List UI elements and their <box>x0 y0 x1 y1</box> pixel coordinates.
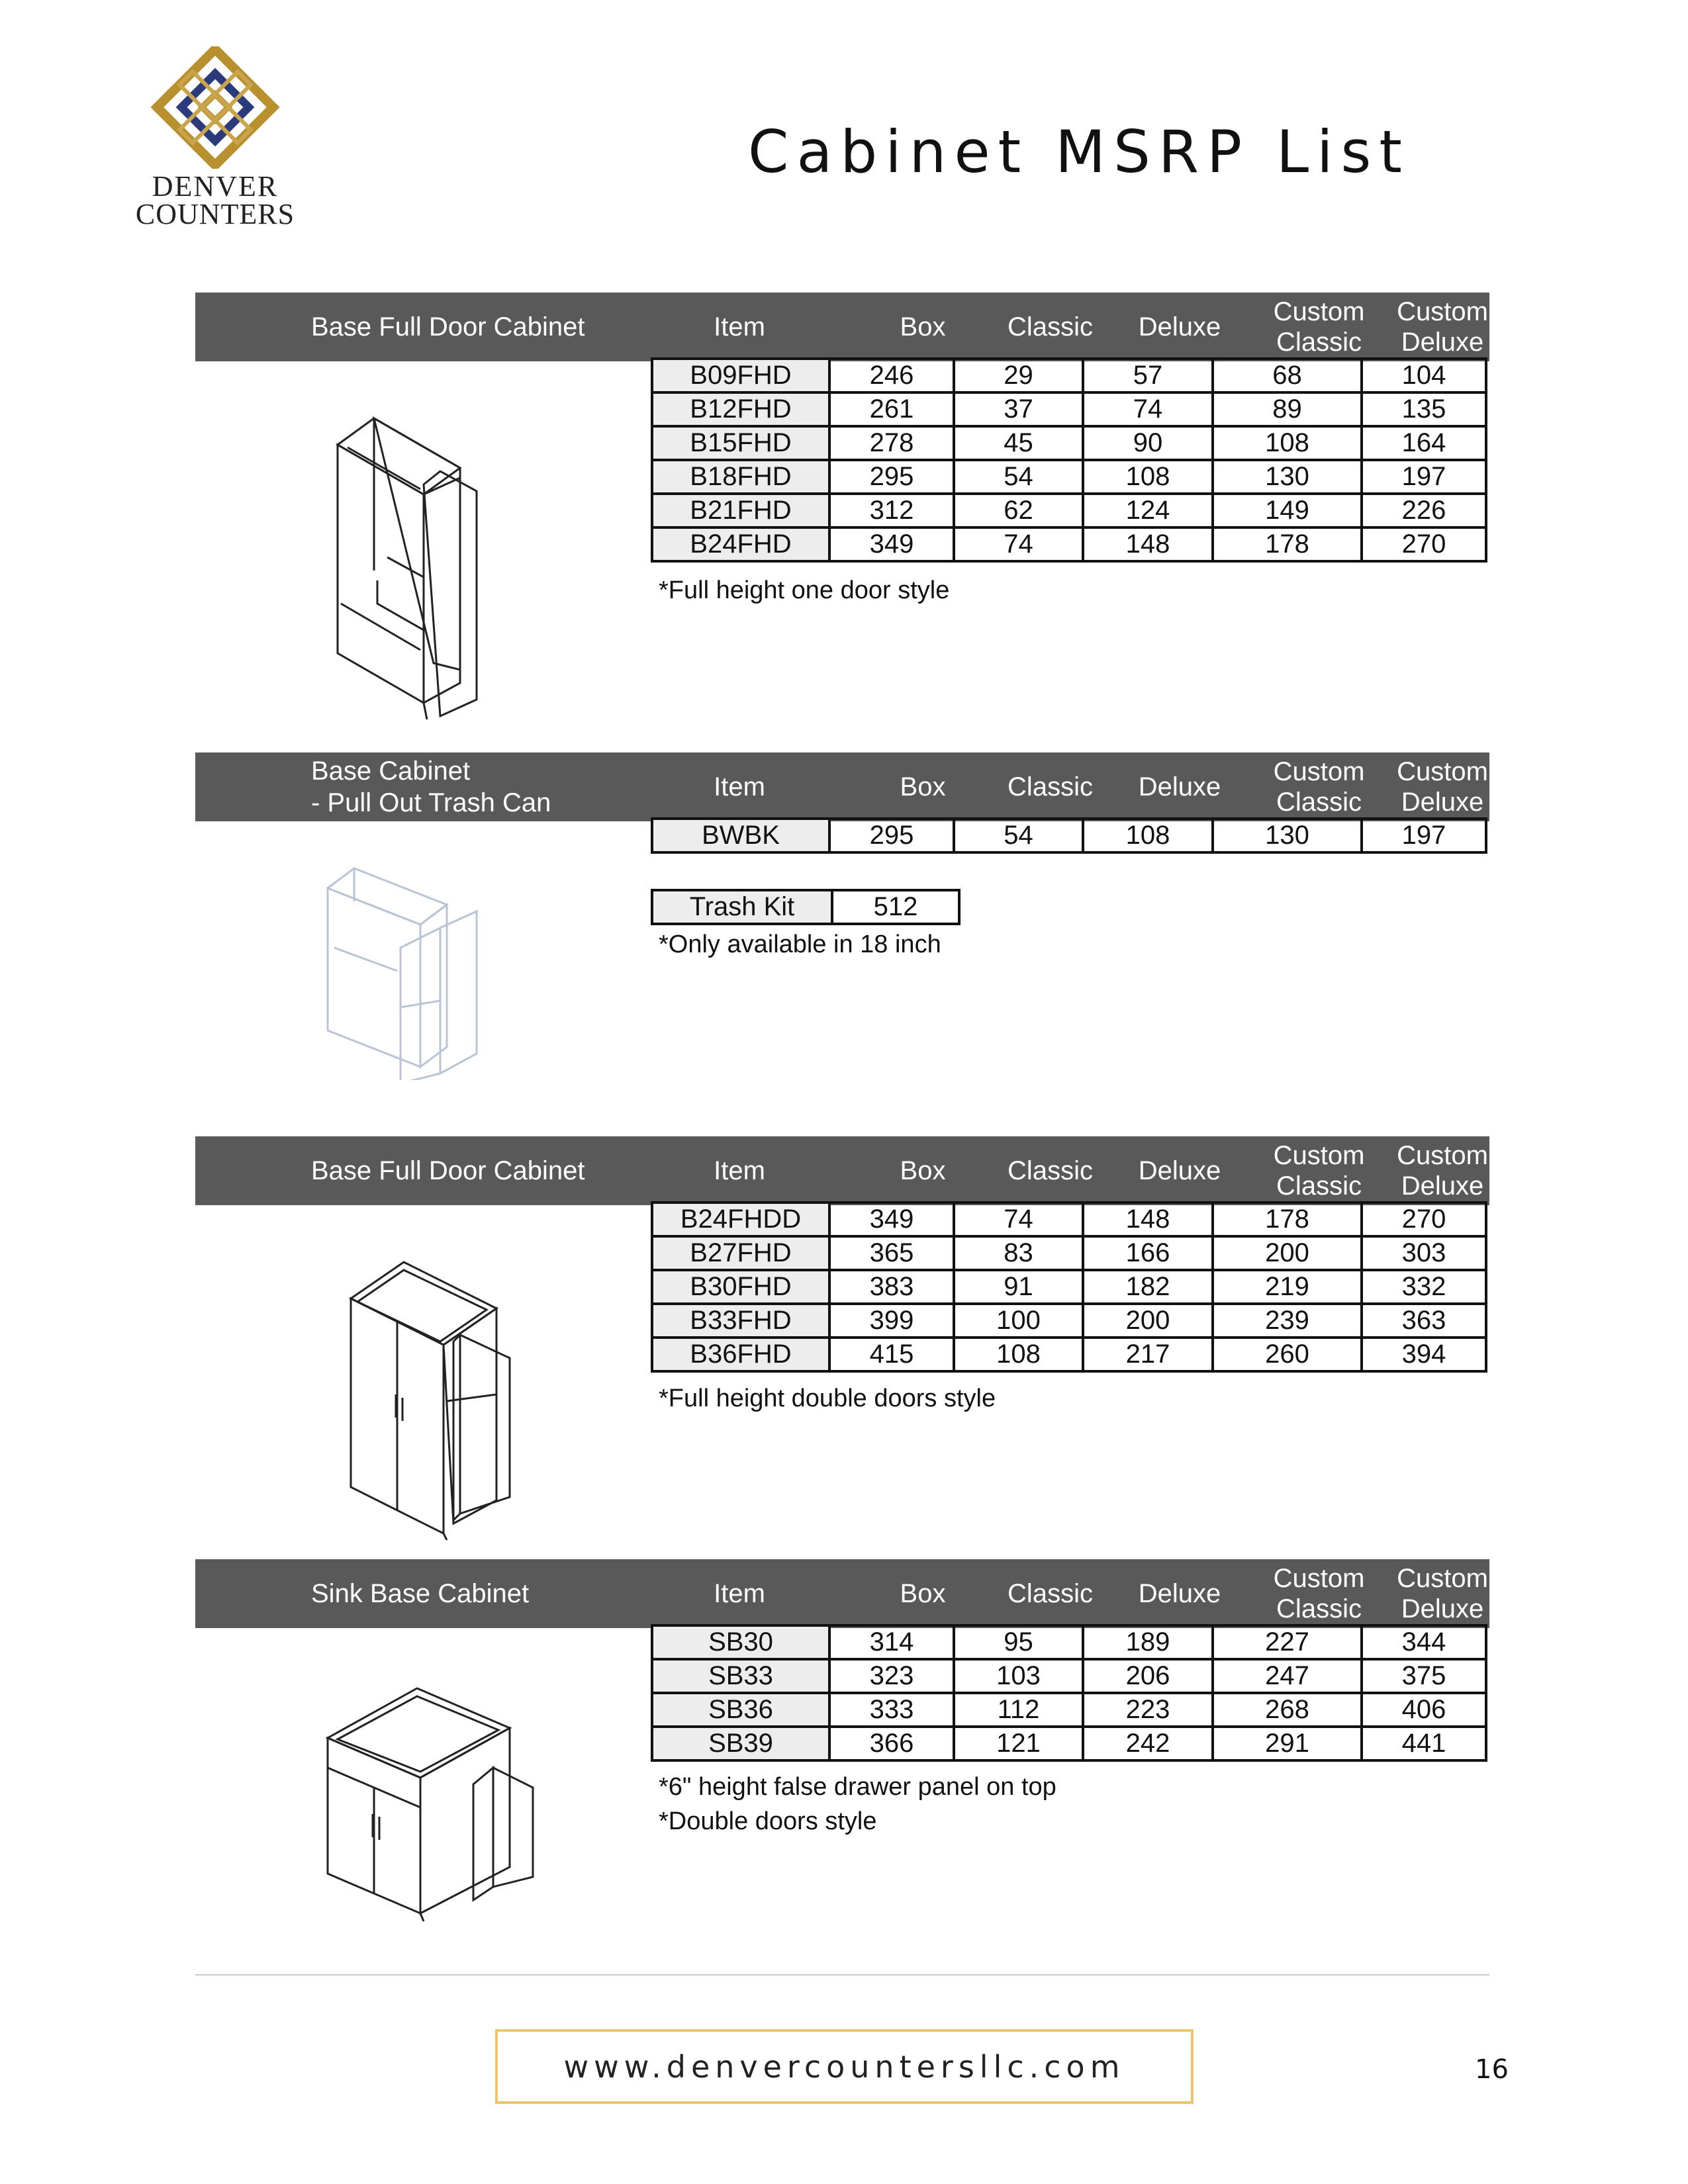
section-header-band <box>195 1136 1489 1205</box>
column-header: Classic <box>1008 772 1093 801</box>
price-cell: 83 <box>954 1236 1083 1270</box>
trash-kit-label: Trash Kit <box>652 890 832 924</box>
price-cell: 90 <box>1083 426 1213 460</box>
price-cell: 108 <box>954 1338 1083 1371</box>
table-row <box>652 1338 1486 1371</box>
price-cell: 375 <box>1362 1659 1486 1693</box>
price-cell: 217 <box>1083 1338 1213 1371</box>
company-logo <box>119 46 311 232</box>
price-cell: 399 <box>829 1304 954 1338</box>
price-cell: 303 <box>1362 1236 1486 1270</box>
price-cell: 108 <box>1213 426 1362 460</box>
cabinet-double-door-illustration <box>338 1236 536 1540</box>
price-cell: 200 <box>1083 1304 1213 1338</box>
section-base-full-door <box>195 293 1489 723</box>
column-header: Deluxe <box>1138 1579 1221 1608</box>
item-code-cell: B24FHDD <box>652 1203 829 1236</box>
column-header: Custom Classic <box>1273 1564 1365 1623</box>
price-cell: 178 <box>1213 527 1362 561</box>
price-cell: 333 <box>829 1693 954 1727</box>
table-row <box>652 1625 1486 1659</box>
column-header: Classic <box>1008 1156 1093 1185</box>
table-row <box>652 1727 1486 1760</box>
item-code-cell: B15FHD <box>652 426 829 460</box>
section-base-double-door <box>195 1136 1489 1547</box>
price-cell: 166 <box>1083 1236 1213 1270</box>
section-title: Base Cabinet - Pull Out Trash Can <box>311 756 551 817</box>
item-code-cell: B30FHD <box>652 1270 829 1304</box>
price-cell: 295 <box>829 819 954 852</box>
price-cell: 74 <box>954 527 1083 561</box>
price-cell: 312 <box>829 494 954 527</box>
price-cell: 278 <box>829 426 954 460</box>
table-row <box>652 426 1486 460</box>
price-cell: 239 <box>1213 1304 1362 1338</box>
price-cell: 29 <box>954 359 1083 392</box>
item-code-cell: B21FHD <box>652 494 829 527</box>
price-cell: 200 <box>1213 1236 1362 1270</box>
price-cell: 291 <box>1213 1727 1362 1760</box>
column-header: Classic <box>1008 1579 1093 1608</box>
price-cell: 441 <box>1362 1727 1486 1760</box>
price-cell: 54 <box>954 460 1083 494</box>
price-cell: 121 <box>954 1727 1083 1760</box>
cabinet-single-door-illustration <box>328 405 500 723</box>
price-cell: 45 <box>954 426 1083 460</box>
table-row <box>652 494 1486 527</box>
sink-base-cabinet-illustration <box>321 1649 539 1927</box>
page-title: Cabinet MSRP List <box>748 118 1410 186</box>
brand-name-line1: DENVER <box>152 170 279 203</box>
price-cell: 37 <box>954 392 1083 426</box>
price-cell: 270 <box>1362 1203 1486 1236</box>
table-row <box>652 527 1486 561</box>
section-trash-can <box>195 752 1489 1097</box>
price-cell: 74 <box>954 1203 1083 1236</box>
item-code-cell: SB36 <box>652 1693 829 1727</box>
price-cell: 323 <box>829 1659 954 1693</box>
price-cell: 223 <box>1083 1693 1213 1727</box>
column-header: Deluxe <box>1138 772 1221 801</box>
price-cell: 130 <box>1213 460 1362 494</box>
price-cell: 164 <box>1362 426 1486 460</box>
footer-divider <box>195 1974 1489 1976</box>
price-cell: 103 <box>954 1659 1083 1693</box>
price-cell: 206 <box>1083 1659 1213 1693</box>
price-cell: 130 <box>1213 819 1362 852</box>
price-cell: 108 <box>1083 460 1213 494</box>
section-header-band <box>195 752 1489 821</box>
price-cell: 95 <box>954 1625 1083 1659</box>
price-cell: 270 <box>1362 527 1486 561</box>
item-code-cell: SB33 <box>652 1659 829 1693</box>
cabinet-trash-can-illustration <box>314 855 506 1080</box>
table-row <box>652 392 1486 426</box>
price-cell: 135 <box>1362 392 1486 426</box>
price-table <box>651 817 1487 854</box>
website-link[interactable]: www.denvercountersllc.com <box>495 2029 1194 2104</box>
price-cell: 104 <box>1362 359 1486 392</box>
column-header: Custom Classic <box>1273 1141 1365 1201</box>
column-header: Custom Classic <box>1273 757 1365 817</box>
table-row <box>652 819 1486 852</box>
price-cell: 197 <box>1362 460 1486 494</box>
table-row <box>652 1693 1486 1727</box>
column-header: Custom Deluxe <box>1397 757 1488 817</box>
column-header: Deluxe <box>1138 1156 1221 1185</box>
price-cell: 54 <box>954 819 1083 852</box>
item-code-cell: B24FHD <box>652 527 829 561</box>
trash-kit-table <box>651 889 961 925</box>
price-cell: 89 <box>1213 392 1362 426</box>
item-code-cell: B27FHD <box>652 1236 829 1270</box>
price-cell: 295 <box>829 460 954 494</box>
column-header: Box <box>900 312 946 341</box>
price-cell: 178 <box>1213 1203 1362 1236</box>
column-header: Item <box>714 312 765 341</box>
item-code-cell: SB39 <box>652 1727 829 1760</box>
table-row <box>652 1236 1486 1270</box>
item-code-cell: B12FHD <box>652 392 829 426</box>
price-cell: 349 <box>829 1203 954 1236</box>
price-cell: 182 <box>1083 1270 1213 1304</box>
price-cell: 314 <box>829 1625 954 1659</box>
price-table <box>651 1201 1487 1373</box>
item-code-cell: B36FHD <box>652 1338 829 1371</box>
price-cell: 227 <box>1213 1625 1362 1659</box>
table-row <box>652 1270 1486 1304</box>
section-title: Base Full Door Cabinet <box>311 312 585 341</box>
section-title: Sink Base Cabinet <box>311 1579 530 1608</box>
price-cell: 62 <box>954 494 1083 527</box>
price-cell: 406 <box>1362 1693 1486 1727</box>
item-code-cell: BWBK <box>652 819 829 852</box>
item-code-cell: B18FHD <box>652 460 829 494</box>
price-cell: 68 <box>1213 359 1362 392</box>
price-cell: 366 <box>829 1727 954 1760</box>
knot-emblem-icon <box>149 46 281 169</box>
price-cell: 57 <box>1083 359 1213 392</box>
section-note: *Only available in 18 inch <box>659 931 941 958</box>
column-header: Box <box>900 1579 946 1608</box>
price-cell: 149 <box>1213 494 1362 527</box>
price-cell: 383 <box>829 1270 954 1304</box>
column-header: Item <box>714 772 765 801</box>
price-cell: 100 <box>954 1304 1083 1338</box>
item-code-cell: SB30 <box>652 1625 829 1659</box>
price-cell: 247 <box>1213 1659 1362 1693</box>
price-cell: 189 <box>1083 1625 1213 1659</box>
price-cell: 268 <box>1213 1693 1362 1727</box>
column-header: Custom Classic <box>1273 297 1365 357</box>
price-cell: 124 <box>1083 494 1213 527</box>
price-cell: 74 <box>1083 392 1213 426</box>
column-header: Custom Deluxe <box>1397 1141 1488 1201</box>
section-note: *Full height one door style <box>659 576 950 604</box>
column-header: Item <box>714 1156 765 1185</box>
price-cell: 226 <box>1362 494 1486 527</box>
section-note: *6" height false drawer panel on top <box>659 1773 1056 1801</box>
price-cell: 415 <box>829 1338 954 1371</box>
price-cell: 365 <box>829 1236 954 1270</box>
price-cell: 260 <box>1213 1338 1362 1371</box>
price-table <box>651 357 1487 563</box>
trash-kit-value: 512 <box>832 890 959 924</box>
price-cell: 197 <box>1362 819 1486 852</box>
column-header: Item <box>714 1579 765 1608</box>
item-code-cell: B09FHD <box>652 359 829 392</box>
price-cell: 261 <box>829 392 954 426</box>
brand-name-line2: COUNTERS <box>135 198 295 230</box>
price-cell: 91 <box>954 1270 1083 1304</box>
column-header: Deluxe <box>1138 312 1221 341</box>
column-header: Box <box>900 772 946 801</box>
price-cell: 349 <box>829 527 954 561</box>
column-header: Custom Deluxe <box>1397 297 1488 357</box>
price-cell: 363 <box>1362 1304 1486 1338</box>
price-cell: 108 <box>1083 819 1213 852</box>
column-header: Custom Deluxe <box>1397 1564 1488 1623</box>
price-cell: 242 <box>1083 1727 1213 1760</box>
section-note-2: *Double doors style <box>659 1807 877 1835</box>
table-row <box>652 1659 1486 1693</box>
price-cell: 394 <box>1362 1338 1486 1371</box>
section-title: Base Full Door Cabinet <box>311 1156 585 1185</box>
table-row <box>652 1304 1486 1338</box>
price-cell: 148 <box>1083 527 1213 561</box>
column-header: Classic <box>1008 312 1093 341</box>
price-cell: 344 <box>1362 1625 1486 1659</box>
price-table <box>651 1624 1487 1762</box>
table-row <box>652 460 1486 494</box>
price-cell: 148 <box>1083 1203 1213 1236</box>
item-code-cell: B33FHD <box>652 1304 829 1338</box>
price-cell: 332 <box>1362 1270 1486 1304</box>
price-cell: 219 <box>1213 1270 1362 1304</box>
price-cell: 112 <box>954 1693 1083 1727</box>
page-number: 16 <box>1475 2054 1509 2085</box>
section-header-band <box>195 1559 1489 1628</box>
section-header-band <box>195 293 1489 361</box>
price-cell: 246 <box>829 359 954 392</box>
column-header: Box <box>900 1156 946 1185</box>
section-note: *Full height double doors style <box>659 1385 996 1412</box>
section-sink-base <box>195 1559 1489 1930</box>
table-row <box>652 359 1486 392</box>
table-row <box>652 1203 1486 1236</box>
